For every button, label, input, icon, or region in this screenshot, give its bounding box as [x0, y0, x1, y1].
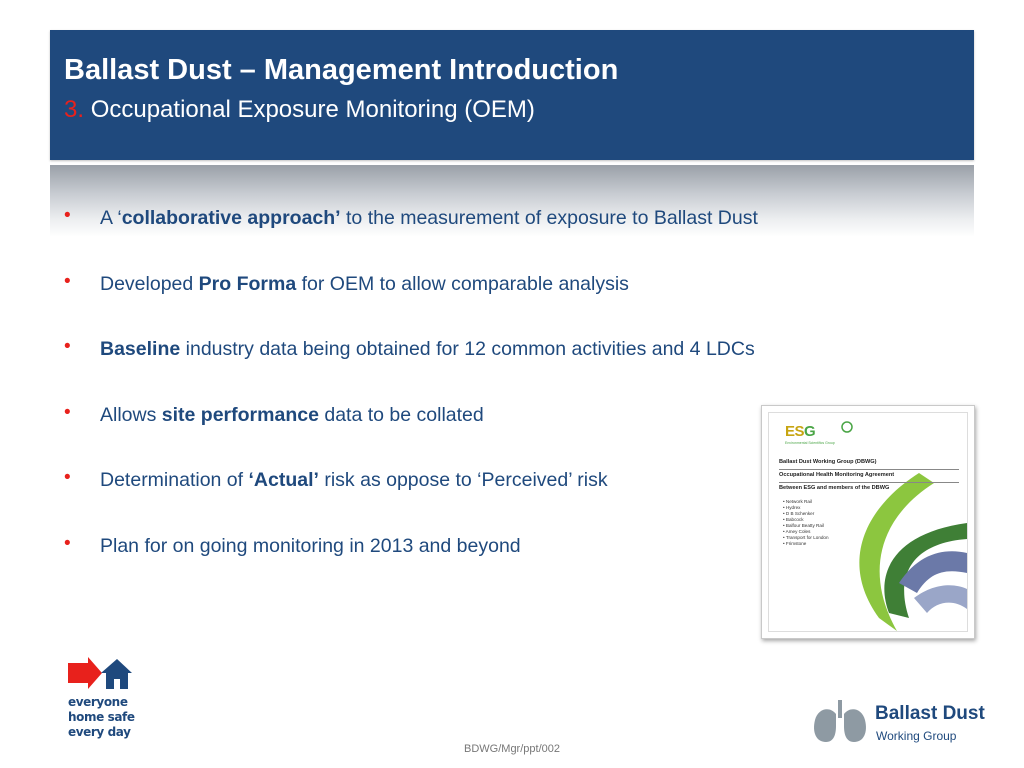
document-page: [768, 412, 968, 632]
member-item: • D B Schenker: [783, 511, 829, 517]
bullet-emphasis: collaborative approach’: [121, 207, 341, 229]
logo-name: Ballast Dust: [875, 703, 985, 724]
member-item: • Babcock: [783, 517, 829, 523]
bullet-text: risk as oppose to ‘Perceived’ risk: [318, 469, 608, 491]
title-bar: [50, 30, 974, 160]
bullet-item: [64, 205, 864, 271]
bullet-emphasis: site performance: [161, 403, 319, 426]
subtitle-text: Occupational Exposure Monitoring (OEM): [90, 96, 535, 123]
logo-slogan: everyone home safe every day: [68, 695, 135, 739]
document-divider: [779, 469, 959, 470]
subtitle-number: 3.: [64, 96, 85, 123]
bullet-text: for OEM to allow comparable analysis: [296, 272, 629, 295]
bullet-emphasis: ‘Actual’: [248, 469, 319, 491]
member-item: • Transport for London: [783, 535, 829, 541]
bullet-text: industry data being obtained for 12 common activities and 4 LDCs: [180, 338, 755, 360]
bullet-text: Plan for on going monitoring in 2013 and beyond: [100, 534, 521, 557]
bullet-text: to the measurement of exposure to Ballast Dust: [340, 207, 758, 229]
bullet-emphasis: Pro Forma: [198, 272, 297, 295]
esg-tagline: Environmental Scientifics Group: [785, 441, 835, 445]
bullet-item: [64, 467, 864, 533]
bullet-item: [64, 402, 864, 468]
document-divider: [779, 482, 959, 483]
document-heading: Ballast Dust Working Group (DBWG): [779, 459, 877, 465]
bullet-marker: •: [64, 532, 71, 554]
bullet-marker: •: [64, 205, 71, 226]
bullet-marker: •: [64, 467, 71, 488]
logo-subname: Working Group: [876, 729, 957, 743]
bullet-item: [64, 533, 864, 599]
footer-reference: BDWG/Mgr/ppt/002: [464, 743, 560, 755]
bullet-text: Determination of: [100, 469, 249, 491]
bullet-list: [64, 205, 864, 598]
bullet-emphasis: Baseline: [100, 338, 181, 360]
ballast-dust-logo: [812, 700, 1007, 748]
everyone-home-safe-logo: [68, 657, 158, 747]
bullet-text: A ‘: [100, 207, 122, 229]
bullet-item: [64, 336, 864, 402]
member-list: [783, 499, 829, 547]
bullet-marker: •: [64, 270, 71, 292]
slide-title: Ballast Dust – Management Introduction: [64, 54, 619, 86]
esg-logo: ESG: [785, 423, 816, 440]
bullet-item: [64, 271, 864, 337]
document-subheading: Occupational Health Monitoring Agreement: [779, 472, 895, 478]
document-thumbnail: [761, 405, 975, 639]
member-item: • Network Rail: [783, 499, 829, 505]
member-item: • Frimstone: [783, 541, 829, 547]
slide-subtitle: [64, 96, 535, 124]
arrow-house-icon: [68, 657, 138, 693]
document-subheading: Between ESG and members of the DBWG: [779, 485, 890, 491]
member-item: • Hydrex: [783, 505, 829, 511]
bullet-text: Developed: [100, 272, 199, 295]
member-item: • Amey Coles: [783, 529, 829, 535]
bullet-text: data to be collated: [318, 403, 484, 426]
bullet-marker: •: [64, 401, 71, 423]
lungs-icon: [812, 700, 868, 744]
bullet-marker: •: [64, 336, 71, 357]
member-item: • Balfour Beatty Rail: [783, 523, 829, 529]
bullet-text: Allows: [100, 403, 162, 426]
